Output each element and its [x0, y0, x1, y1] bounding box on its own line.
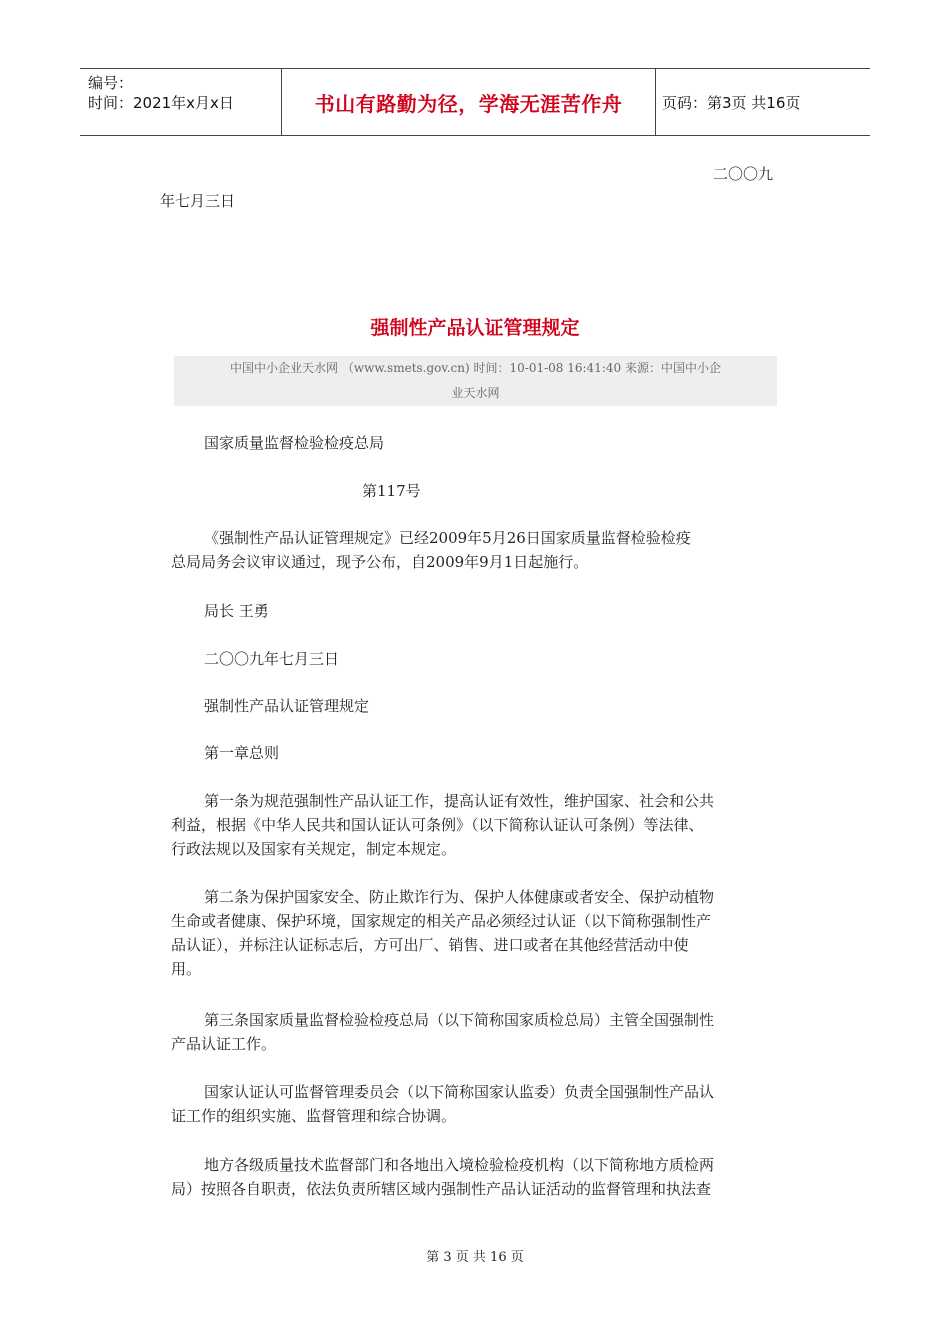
- cnca-line: 国家认证认可监督管理委员会（以下简称国家认监委）负责全国强制性产品认: [204, 1083, 715, 1101]
- order-number-text: 第117号: [362, 482, 421, 500]
- issuer-text: 国家质量监督检验检疫总局: [204, 434, 385, 452]
- local-line: 局）按照各自职责，依法负责所辖区域内强制性产品认证活动的监督管理和执法查: [171, 1180, 712, 1198]
- source-line-1: 中国中小企业天水网 （www.smets.gov.cn) 时间：10-01-08 16:41:40 来源：中国中小企: [230, 361, 721, 375]
- article-2-line: 生命或者健康、保护环境，国家规定的相关产品必须经过认证（以下简称强制性产: [171, 912, 712, 930]
- cnca-line: 证工作的组织实施、监督管理和综合协调。: [171, 1107, 457, 1125]
- signer: [171, 599, 814, 623]
- cnca-paragraph: [171, 1080, 781, 1128]
- local-line: 地方各级质量技术监督部门和各地出入境检验检疫机构（以下简称地方质检两: [204, 1156, 715, 1174]
- chapter-heading: [171, 741, 814, 765]
- article-2-line: 品认证），并标注认证标志后，方可出厂、销售、进口或者在其他经营活动中使: [171, 936, 689, 954]
- header-table: [80, 68, 870, 136]
- article-3-line: 产品认证工作。: [171, 1035, 277, 1053]
- chapter-heading-text: 第一章总则: [204, 744, 280, 762]
- signer-text: 局长 王勇: [204, 602, 269, 620]
- regulation-title: [171, 694, 814, 718]
- article-3: [171, 1008, 781, 1056]
- article-2-line: 第二条为保护国家安全、防止欺诈行为、保护人体健康或者安全、保护动植物: [204, 888, 715, 906]
- article-1: [171, 789, 781, 861]
- announcement: [171, 526, 781, 574]
- page-title: 强制性产品认证管理规定: [370, 317, 580, 339]
- time-label: 时间：2021年x月x日: [88, 94, 234, 112]
- source-info: [174, 356, 777, 406]
- issuer: [171, 431, 814, 455]
- sign-date: [171, 647, 814, 671]
- article-3-line: 第三条国家质量监督检验检疫总局（以下简称国家质检总局）主管全国强制性: [204, 1011, 715, 1029]
- article-1-line: 行政法规以及国家有关规定，制定本规定。: [171, 840, 457, 858]
- announcement-line: 《强制性产品认证管理规定》已经2009年5月26日国家质量监督检验检疫: [204, 529, 691, 547]
- header-meta: [80, 69, 282, 135]
- order-number: [171, 479, 950, 503]
- article-1-line: 第一条为规范强制性产品认证工作，提高认证有效性，维护国家、社会和公共: [204, 792, 715, 810]
- page-footer: 第 3 页 共 16 页: [426, 1250, 524, 1265]
- article-2: [171, 885, 781, 981]
- number-label: 编号：: [88, 74, 134, 92]
- regulation-title-text: 强制性产品认证管理规定: [204, 697, 370, 715]
- top-date-part2: 年七月三日: [160, 192, 236, 210]
- header-motto: 书山有路勤为径，学海无涯苦作舟: [282, 69, 656, 135]
- header-page-code: 页码：第3页 共16页: [662, 93, 801, 112]
- article-1-line: 利益，根据《中华人民共和国认证认可条例》（以下简称认证认可条例）等法律、: [171, 816, 704, 834]
- top-date-part1: 二〇〇九: [713, 165, 774, 183]
- announcement-line: 总局局务会议审议通过，现予公布，自2009年9月1日起施行。: [171, 553, 589, 571]
- article-2-line: 用。: [171, 960, 202, 978]
- local-paragraph: [171, 1153, 781, 1201]
- sign-date-text: 二〇〇九年七月三日: [204, 650, 340, 668]
- source-line-2: 业天水网: [451, 386, 500, 400]
